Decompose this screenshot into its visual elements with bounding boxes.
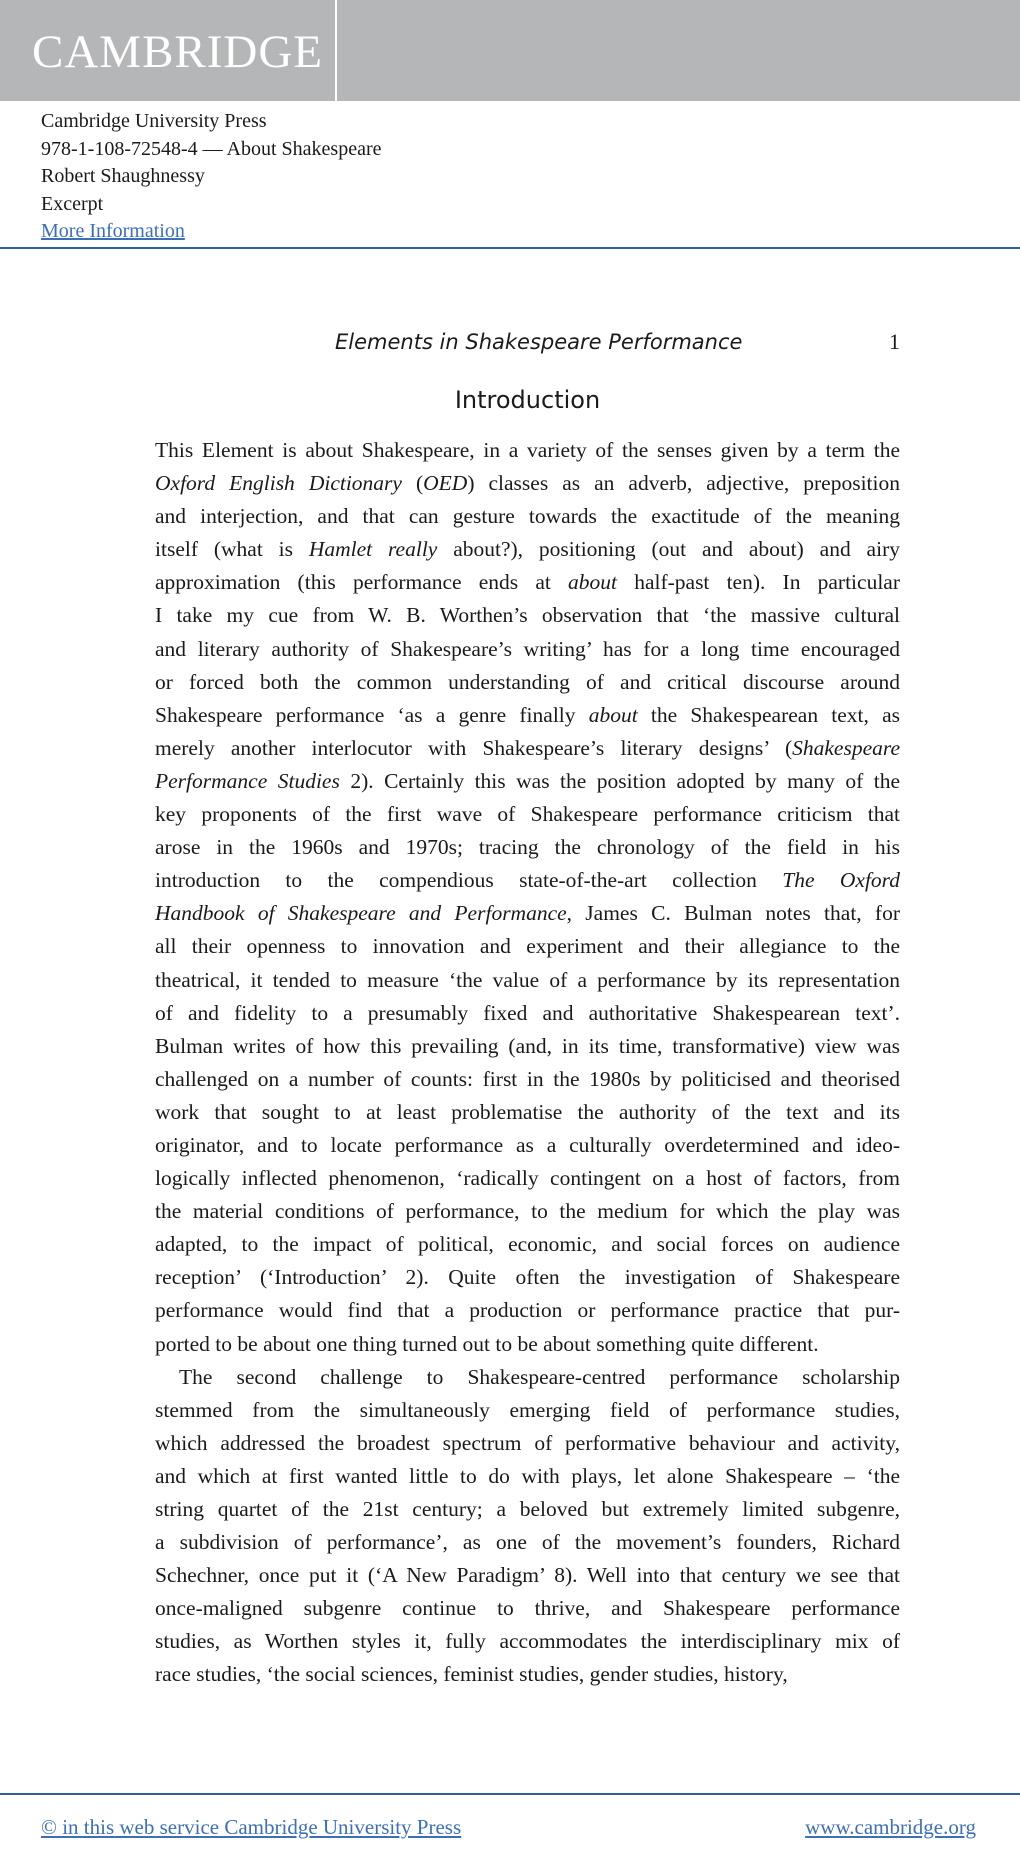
text-run: introduction to the compendious state-of-the-art collection — [155, 868, 783, 893]
text-run: string quartet of the 21st century; a beloved but extremely limited subgenre, — [155, 1497, 900, 1521]
cambridge-logo: CAMBRIDGE — [32, 26, 324, 78]
book-metadata — [41, 108, 382, 246]
text-run: or forced both the common understanding of and critical discourse around — [155, 669, 900, 694]
text-run: Schechner, once put it (‘A New Paradigm’ 8). Well into that century we see that — [155, 1563, 900, 1588]
section-heading: Introduction — [454, 386, 601, 414]
page-number: 1 — [889, 329, 900, 354]
text-line — [155, 732, 900, 765]
text-run: logically inflected phenomenon, ‘radically contingent on a host of factors, from — [155, 1166, 900, 1191]
text-line — [155, 566, 900, 599]
text-run: a subdivision of performance’, as one of the movement’s founders, Richard — [155, 1530, 900, 1555]
text-run: theatrical, it tended to measure ‘the value of a performance by its representation — [155, 967, 900, 992]
page-footer — [41, 1812, 976, 1842]
text-line — [155, 1294, 900, 1327]
italic-text: Shakespeare — [792, 735, 900, 760]
text-line — [155, 633, 900, 666]
header-rule — [0, 247, 1020, 249]
website-link[interactable]: www.cambridge.org — [805, 1815, 976, 1839]
text-line — [155, 1096, 900, 1129]
text-line — [155, 1559, 900, 1592]
italic-text: about — [588, 702, 638, 727]
text-run: which addressed the broadest spectrum of performative behaviour and activity, — [155, 1430, 900, 1455]
series-title: Elements in Shakespeare Performance — [335, 330, 743, 354]
text-line — [155, 930, 900, 963]
text-run: This Element is about Shakespeare, in a variety of the senses given by a term the — [155, 438, 900, 462]
text-run: , James C. Bulman notes that, for — [566, 901, 900, 926]
text-line — [155, 1361, 900, 1394]
text-run: and which at first wanted little to do with plays, let alone Shakespeare – ‘the — [155, 1463, 900, 1488]
italic-text: Hamlet really — [308, 537, 438, 562]
text-run: of and fidelity to a presumably fixed and authoritative Shakespearean text’. — [155, 1000, 900, 1025]
more-information-link[interactable]: More Information — [41, 220, 185, 242]
italic-text: OED — [423, 471, 468, 496]
text-line — [155, 699, 900, 732]
text-line — [155, 1658, 900, 1691]
italic-text: Oxford English Dictionary — [155, 471, 402, 496]
running-head — [155, 326, 900, 358]
text-run: ) classes as an adverb, adjective, preposition — [467, 471, 900, 496]
italic-text: Performance Studies — [155, 768, 340, 793]
text-run: race studies, ‘the social sciences, feminist studies, gender studies, history, — [155, 1662, 788, 1687]
text-run: performance would find that a production or performance practice that pur- — [155, 1298, 900, 1323]
publisher-name: Cambridge University Press — [41, 110, 267, 132]
text-run: the material conditions of performance, to the medium for which the play was — [155, 1199, 900, 1224]
copyright-link[interactable]: © in this web service Cambridge University Press — [41, 1815, 462, 1839]
text-run: half-past ten). In particular — [617, 570, 900, 595]
text-run: work that sought to at least problematise the authority of the text and its — [155, 1099, 900, 1124]
text-line — [155, 1427, 900, 1460]
text-line — [155, 1460, 900, 1493]
header-banner — [0, 0, 1020, 101]
text-run: adapted, to the impact of political, economic, and social forces on audience — [155, 1232, 900, 1257]
text-line — [155, 666, 900, 699]
text-line — [155, 467, 900, 500]
text-run: merely another interlocutor with Shakespeare’s literary designs’ ( — [155, 735, 793, 760]
text-run: approximation (this performance ends at — [155, 570, 569, 595]
text-line — [155, 997, 900, 1030]
text-line — [155, 897, 900, 930]
text-line — [155, 533, 900, 566]
text-run: The second challenge to Shakespeare-centred performance scholarship — [179, 1364, 900, 1389]
text-line — [155, 1625, 900, 1658]
text-run: challenged on a number of counts: first in the 1980s by politicised and theorised — [155, 1066, 900, 1091]
text-run: once-maligned subgenre continue to thrive, and Shakespeare performance — [155, 1596, 900, 1621]
text-line — [155, 1592, 900, 1625]
text-run: all their openness to innovation and experiment and their allegiance to the — [155, 934, 900, 959]
text-line — [155, 1394, 900, 1427]
text-run: ( — [401, 471, 424, 496]
text-line — [155, 1228, 900, 1261]
text-run: and literary authority of Shakespeare’s writing’ has for a long time encouraged — [155, 636, 900, 661]
text-line — [155, 1129, 900, 1162]
text-run: key proponents of the first wave of Shakespeare performance criticism that — [155, 802, 900, 827]
text-run: I take my cue from W. B. Worthen’s observation that ‘the massive cultural — [155, 603, 900, 628]
text-run: itself (what is — [155, 537, 309, 562]
text-line — [155, 434, 900, 467]
text-run: reception’ (‘Introduction’ 2). Quite often the investigation of Shakespeare — [155, 1265, 900, 1290]
text-run: and interjection, and that can gesture towards the exactitude of the meaning — [155, 504, 900, 529]
text-run: the Shakespearean text, as — [637, 702, 901, 727]
text-line — [155, 964, 900, 997]
text-run: 2). Certainly this was the position adopted by many of the — [339, 768, 900, 793]
text-line — [155, 831, 900, 864]
body-text — [155, 434, 900, 1692]
isbn-title: 978-1-108-72548-4 — About Shakespeare — [41, 137, 382, 160]
excerpt-label: Excerpt — [41, 192, 104, 215]
text-line — [155, 1195, 900, 1228]
text-line — [155, 1030, 900, 1063]
text-line — [155, 1526, 900, 1559]
text-line — [155, 1493, 900, 1526]
text-line — [155, 798, 900, 831]
text-line — [155, 599, 900, 632]
text-line — [155, 864, 900, 897]
text-line — [155, 765, 900, 798]
text-run: Bulman writes of how this prevailing (and, in its time, transformative) view was — [155, 1033, 900, 1058]
text-run: Shakespeare performance ‘as a genre finally — [155, 702, 589, 727]
footer-rule — [0, 1793, 1020, 1795]
text-run: studies, as Worthen styles it, fully accommodates the interdisciplinary mix of — [155, 1629, 900, 1654]
text-run: originator, and to locate performance as a culturally overdetermined and ideo- — [155, 1132, 900, 1157]
text-line — [155, 1328, 900, 1361]
italic-text: about — [568, 570, 618, 595]
text-line — [155, 500, 900, 533]
banner-divider — [335, 0, 337, 101]
text-run: ported to be about one thing turned out to be about something quite different. — [155, 1331, 819, 1356]
text-line — [155, 1162, 900, 1195]
text-run: arose in the 1960s and 1970s; tracing the chronology of the field in his — [155, 835, 900, 860]
text-run: about?), positioning (out and about) and airy — [437, 537, 900, 562]
italic-text: Handbook of Shakespeare and Performance — [155, 901, 567, 926]
author-name: Robert Shaughnessy — [41, 165, 205, 187]
text-line — [155, 1261, 900, 1294]
italic-text: The Oxford — [782, 868, 900, 893]
text-line — [155, 1063, 900, 1096]
text-run: stemmed from the simultaneously emerging field of performance studies, — [155, 1397, 900, 1422]
